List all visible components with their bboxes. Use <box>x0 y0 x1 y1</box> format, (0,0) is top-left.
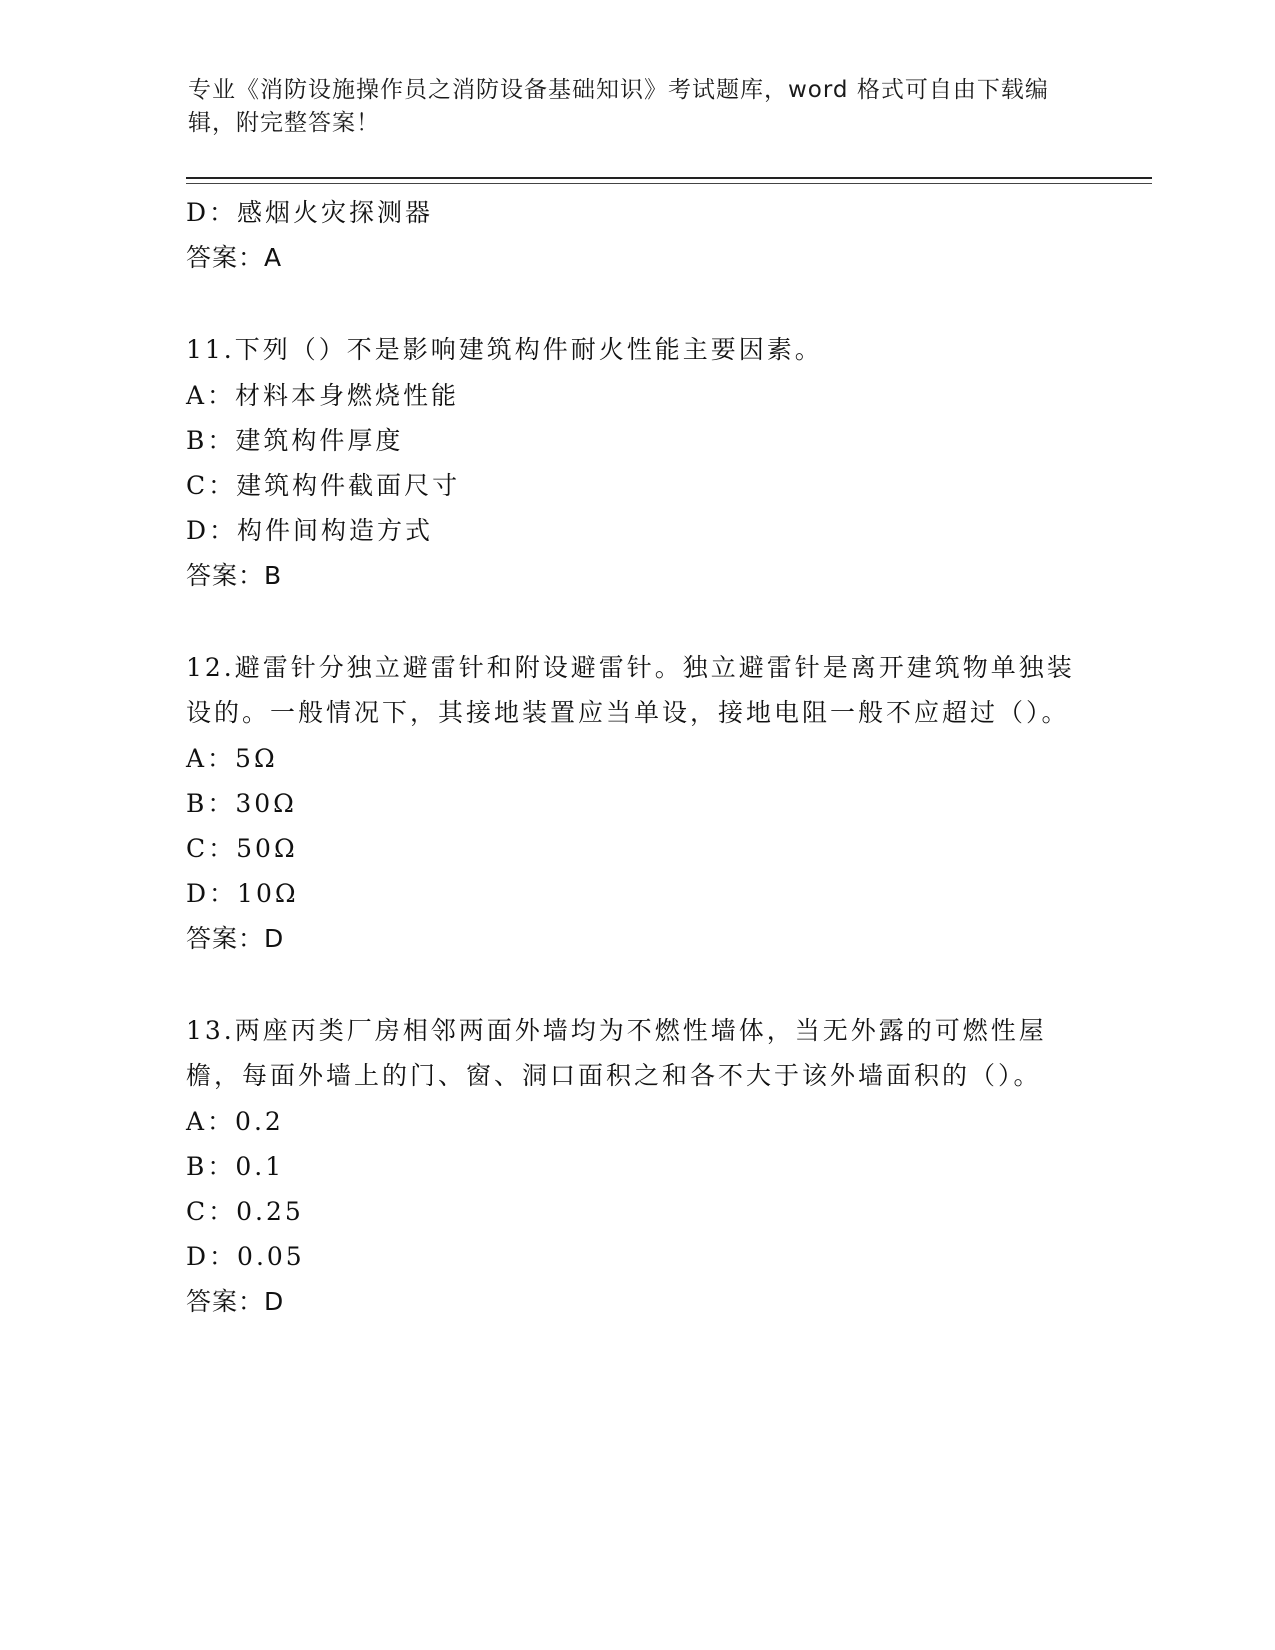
question-text: 12.避雷针分独立避雷针和附设避雷针。独立避雷针是离开建筑物单独装设的。一般情况下，其接地装置应当单设，接地电阻一般不应超过（）。 <box>186 652 1075 727</box>
question-text: 13.两座丙类厂房相邻两面外墙均为不燃性墙体，当无外露的可燃性屋檐，每面外墙上的门、窗、洞口面积之和各不大于该外墙面积的（）。 <box>186 1015 1047 1090</box>
option-c: C：建筑构件截面尺寸 <box>186 470 461 500</box>
option-b: B：30Ω <box>186 788 297 818</box>
spacer <box>186 598 1086 645</box>
option-c: C：0.25 <box>186 1196 304 1226</box>
question-11 <box>186 327 1086 598</box>
question-content <box>186 190 1086 1324</box>
page-header-title: 专业《消防设施操作员之消防设备基础知识》考试题库，word 格式可自由下载编辑，附完整答案！ <box>188 77 1049 136</box>
option-d: D：构件间构造方式 <box>186 515 434 545</box>
carryover-option-d: D：感烟火灾探测器 <box>186 198 434 227</box>
carryover-answer: 答案：A <box>186 243 283 272</box>
option-a: A：5Ω <box>186 743 278 773</box>
option-d: D：0.05 <box>186 1241 305 1271</box>
header-divider-thin <box>186 183 1152 184</box>
header-divider-thick <box>186 177 1152 179</box>
option-b: B：0.1 <box>186 1151 285 1181</box>
option-b: B：建筑构件厚度 <box>186 425 404 455</box>
option-c: C：50Ω <box>186 833 298 863</box>
answer-line: 答案：D <box>186 1286 285 1316</box>
option-d: D：10Ω <box>186 878 299 908</box>
answer-line: 答案：D <box>186 923 285 953</box>
question-13 <box>186 1008 1086 1324</box>
question-12 <box>186 645 1086 961</box>
option-a: A：材料本身燃烧性能 <box>186 380 460 410</box>
spacer <box>186 961 1086 1008</box>
answer-line: 答案：B <box>186 560 283 590</box>
spacer <box>186 280 1086 327</box>
question-text: 11.下列（）不是影响建筑构件耐火性能主要因素。 <box>186 335 823 364</box>
option-a: A：0.2 <box>186 1106 284 1136</box>
